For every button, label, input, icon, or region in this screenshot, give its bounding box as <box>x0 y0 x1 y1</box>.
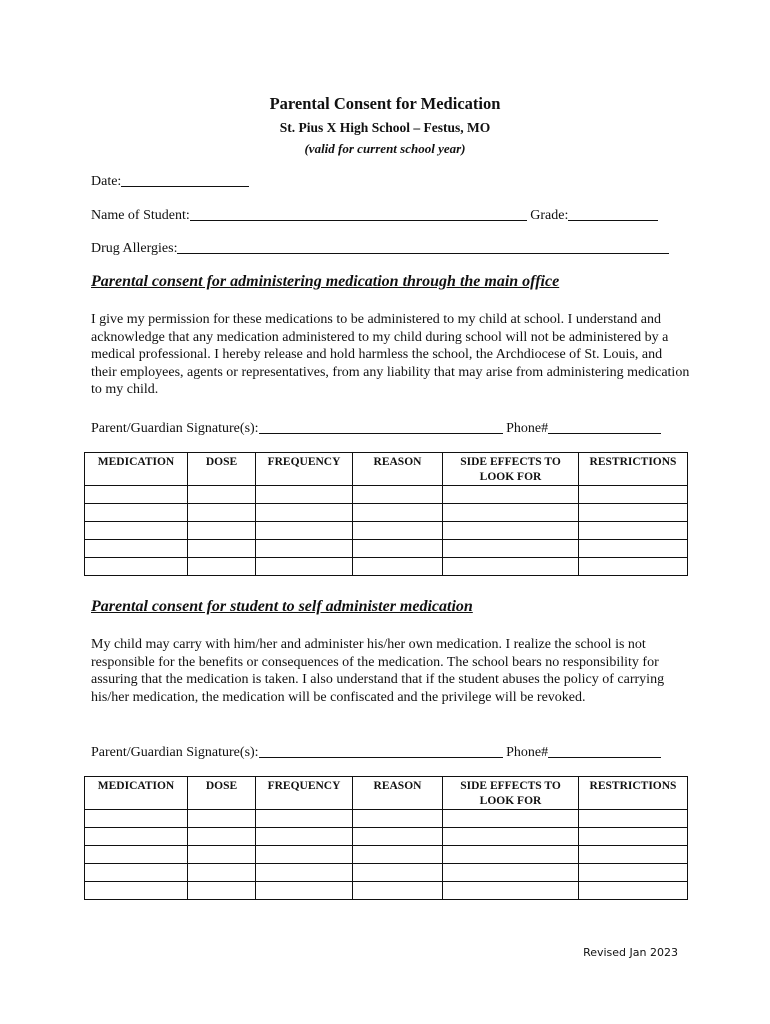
table-cell[interactable] <box>443 522 579 540</box>
table-cell[interactable] <box>256 882 353 900</box>
section-heading-self-administer: Parental consent for student to self administer medication <box>91 598 473 615</box>
signature-label-2: Parent/Guardian Signature(s): <box>91 745 259 760</box>
table-cell[interactable] <box>443 882 579 900</box>
table-cell[interactable] <box>353 486 443 504</box>
col-header-medication: MEDICATION <box>85 777 188 810</box>
table-header-row <box>85 777 688 810</box>
phone-field-2[interactable] <box>548 743 661 758</box>
table-cell[interactable] <box>256 864 353 882</box>
office-consent-paragraph: I give my permission for these medications to be administered to my child at school. I understand and acknowledge that any medication administered to my child during school will not be administered by a medical professional. I hereby release and hold harmless the school, the Archdiocese of St. Louis, and their employees, agents or representatives, from any liability that may arise from administering medication to my child. <box>91 312 690 398</box>
table-cell[interactable] <box>353 558 443 576</box>
revision-note: Revised Jan 2023 <box>583 946 678 959</box>
col-header-restrictions: RESTRICTIONS <box>579 777 688 810</box>
col-header-frequency: FREQUENCY <box>256 453 353 486</box>
table-cell[interactable] <box>579 486 688 504</box>
table-cell[interactable] <box>188 522 256 540</box>
signature-row-2 <box>91 743 661 761</box>
phone-label-2: Phone# <box>506 745 549 760</box>
phone-label-1: Phone# <box>506 421 549 436</box>
table-cell[interactable] <box>443 540 579 558</box>
table-row <box>85 540 688 558</box>
phone-field-1[interactable] <box>548 419 661 434</box>
table-cell[interactable] <box>256 828 353 846</box>
table-row <box>85 522 688 540</box>
date-row <box>91 172 249 190</box>
signature-field-1[interactable] <box>259 419 503 434</box>
drug-allergies-field[interactable] <box>177 239 669 254</box>
table-row <box>85 486 688 504</box>
table-cell[interactable] <box>188 846 256 864</box>
table-cell[interactable] <box>188 540 256 558</box>
table-cell[interactable] <box>256 558 353 576</box>
table-cell[interactable] <box>188 486 256 504</box>
table-cell[interactable] <box>256 810 353 828</box>
section-heading-office: Parental consent for administering medication through the main office <box>91 273 560 290</box>
table-cell[interactable] <box>353 882 443 900</box>
student-name-field[interactable] <box>190 206 527 221</box>
table-cell[interactable] <box>256 504 353 522</box>
col-header-dose: DOSE <box>188 453 256 486</box>
student-name-label: Name of Student: <box>91 208 190 223</box>
signature-field-2[interactable] <box>259 743 503 758</box>
drug-allergies-label: Drug Allergies: <box>91 241 178 256</box>
table-cell[interactable] <box>85 540 188 558</box>
table-cell[interactable] <box>256 486 353 504</box>
table-cell[interactable] <box>353 846 443 864</box>
table-cell[interactable] <box>443 504 579 522</box>
school-name: St. Pius X High School – Festus, MO <box>279 120 491 135</box>
table-cell[interactable] <box>353 522 443 540</box>
table-cell[interactable] <box>443 864 579 882</box>
medication-table-office <box>84 452 688 576</box>
table-row <box>85 558 688 576</box>
table-cell[interactable] <box>579 810 688 828</box>
table-cell[interactable] <box>353 828 443 846</box>
col-header-reason: REASON <box>353 777 443 810</box>
signature-row-1 <box>91 419 661 437</box>
table-row <box>85 846 688 864</box>
table-cell[interactable] <box>256 522 353 540</box>
col-header-side-effects: SIDE EFFECTS TO LOOK FOR <box>443 453 579 486</box>
col-header-side-effects: SIDE EFFECTS TO LOOK FOR <box>443 777 579 810</box>
medication-table-self <box>84 776 688 900</box>
table-cell[interactable] <box>85 864 188 882</box>
table-cell[interactable] <box>85 828 188 846</box>
table-cell[interactable] <box>85 504 188 522</box>
table-cell[interactable] <box>188 828 256 846</box>
table-cell[interactable] <box>579 846 688 864</box>
table-cell[interactable] <box>85 558 188 576</box>
validity-note: (valid for current school year) <box>304 141 466 156</box>
page-title: Parental Consent for Medication <box>269 94 501 113</box>
table-cell[interactable] <box>85 486 188 504</box>
table-cell[interactable] <box>353 540 443 558</box>
table-cell[interactable] <box>188 504 256 522</box>
table-cell[interactable] <box>353 504 443 522</box>
table-cell[interactable] <box>85 846 188 864</box>
table-cell[interactable] <box>188 558 256 576</box>
table-row <box>85 864 688 882</box>
table-cell[interactable] <box>188 810 256 828</box>
grade-field[interactable] <box>568 206 658 221</box>
table-cell[interactable] <box>579 540 688 558</box>
col-header-medication: MEDICATION <box>85 453 188 486</box>
table-cell[interactable] <box>443 846 579 864</box>
table-row <box>85 882 688 900</box>
table-header-row <box>85 453 688 486</box>
col-header-restrictions: RESTRICTIONS <box>579 453 688 486</box>
table-cell[interactable] <box>256 846 353 864</box>
date-field[interactable] <box>121 172 249 187</box>
grade-label: Grade: <box>530 208 569 223</box>
table-cell[interactable] <box>353 810 443 828</box>
student-row <box>91 206 658 224</box>
table-cell[interactable] <box>579 882 688 900</box>
table-cell[interactable] <box>579 558 688 576</box>
table-cell[interactable] <box>85 810 188 828</box>
table-cell[interactable] <box>443 486 579 504</box>
table-cell[interactable] <box>579 864 688 882</box>
table-row <box>85 504 688 522</box>
col-header-frequency: FREQUENCY <box>256 777 353 810</box>
table-cell[interactable] <box>579 504 688 522</box>
signature-label-1: Parent/Guardian Signature(s): <box>91 421 259 436</box>
table-cell[interactable] <box>256 540 353 558</box>
table-cell[interactable] <box>443 828 579 846</box>
col-header-reason: REASON <box>353 453 443 486</box>
table-cell[interactable] <box>579 828 688 846</box>
table-cell[interactable] <box>579 522 688 540</box>
table-row <box>85 828 688 846</box>
table-cell[interactable] <box>443 558 579 576</box>
table-row <box>85 810 688 828</box>
table-cell[interactable] <box>443 810 579 828</box>
table-cell[interactable] <box>353 864 443 882</box>
col-header-dose: DOSE <box>188 777 256 810</box>
table-cell[interactable] <box>188 864 256 882</box>
table-cell[interactable] <box>85 522 188 540</box>
self-administer-paragraph: My child may carry with him/her and administer his/her own medication. I realize the school is not responsible for the benefits or consequences of the medication. The school bears no responsibility for assuring that the medication is taken. I also understand that if the student abuses the policy of carrying his/her medication, the medication will be confiscated and the privilege will be revoked. <box>91 637 665 705</box>
table-cell[interactable] <box>85 882 188 900</box>
table-cell[interactable] <box>188 882 256 900</box>
allergies-row <box>91 239 669 257</box>
date-label: Date: <box>91 174 122 189</box>
